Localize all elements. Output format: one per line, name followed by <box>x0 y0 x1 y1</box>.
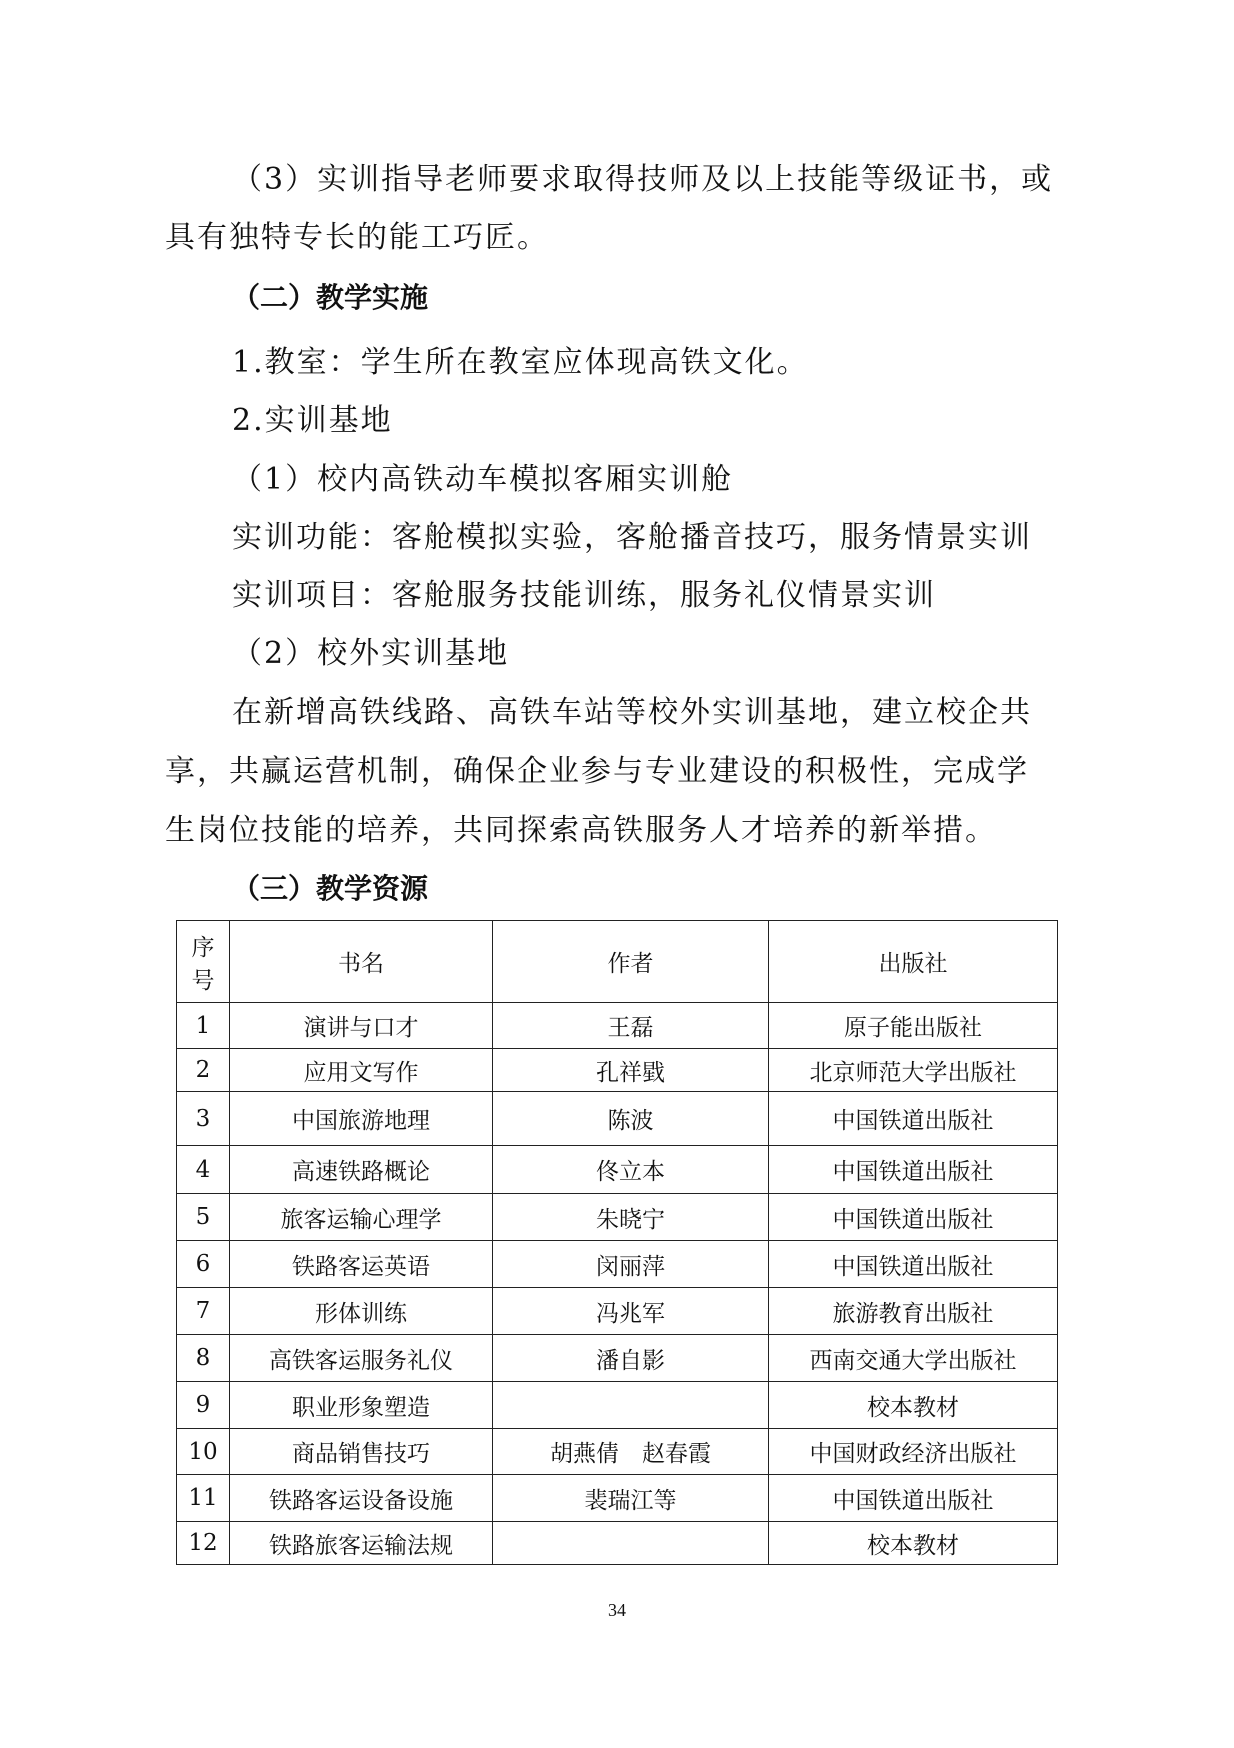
cell-title: 高速铁路概论 <box>230 1146 493 1194</box>
item-classroom: 1.教室：学生所在教室应体现高铁文化。 <box>232 345 809 380</box>
header-author: 作者 <box>493 921 769 1003</box>
paragraph-external-base-line3: 生岗位技能的培养，共同探索高铁服务人才培养的新举措。 <box>165 813 997 848</box>
cell-publisher: 中国铁道出版社 <box>769 1092 1058 1146</box>
cell-number: 9 <box>177 1382 230 1429</box>
training-project: 实训项目：客舱服务技能训练，服务礼仪情景实训 <box>232 578 936 613</box>
cell-author <box>493 1522 769 1565</box>
cell-author: 王磊 <box>493 1003 769 1049</box>
paragraph-external-base-line1: 在新增高铁线路、高铁车站等校外实训基地，建立校企共 <box>232 695 1032 730</box>
resources-table <box>176 920 1058 1565</box>
section-heading-teaching-implementation: （二）教学实施 <box>232 281 429 314</box>
cell-title: 铁路旅客运输法规 <box>230 1522 493 1565</box>
table-row <box>177 1382 1058 1429</box>
paragraph-external-base-line2: 享，共赢运营机制，确保企业参与专业建设的积极性，完成学 <box>165 754 1029 789</box>
cell-publisher: 旅游教育出版社 <box>769 1288 1058 1335</box>
header-publisher: 出版社 <box>769 921 1058 1003</box>
paragraph-teacher-requirement-line2: 具有独特专长的能工巧匠。 <box>165 220 549 255</box>
cell-number: 4 <box>177 1146 230 1194</box>
item-training-base: 2.实训基地 <box>232 403 393 438</box>
cell-number: 11 <box>177 1475 230 1522</box>
cell-publisher: 中国铁道出版社 <box>769 1475 1058 1522</box>
training-function: 实训功能：客舱模拟实验，客舱播音技巧，服务情景实训 <box>232 520 1032 555</box>
cell-title: 中国旅游地理 <box>230 1092 493 1146</box>
header-number-char2: 号 <box>191 967 215 994</box>
cell-publisher: 北京师范大学出版社 <box>769 1049 1058 1092</box>
cell-author: 闵丽萍 <box>493 1241 769 1288</box>
cell-number: 8 <box>177 1335 230 1382</box>
cell-author: 佟立本 <box>493 1146 769 1194</box>
cell-number: 6 <box>177 1241 230 1288</box>
cell-number: 3 <box>177 1092 230 1146</box>
sub-item-internal-base: （1）校内高铁动车模拟客厢实训舱 <box>232 462 734 497</box>
cell-title: 职业形象塑造 <box>230 1382 493 1429</box>
table-row <box>177 1003 1058 1049</box>
header-title: 书名 <box>230 921 493 1003</box>
cell-publisher: 校本教材 <box>769 1382 1058 1429</box>
cell-publisher: 西南交通大学出版社 <box>769 1335 1058 1382</box>
table-row <box>177 1092 1058 1146</box>
table-row <box>177 1522 1058 1565</box>
cell-author: 冯兆军 <box>493 1288 769 1335</box>
header-number-char1: 序 <box>191 934 215 961</box>
cell-number: 1 <box>177 1003 230 1049</box>
cell-number: 12 <box>177 1522 230 1565</box>
cell-title: 应用文写作 <box>230 1049 493 1092</box>
table-row <box>177 1288 1058 1335</box>
table-row <box>177 1049 1058 1092</box>
cell-author: 潘自影 <box>493 1335 769 1382</box>
cell-number: 10 <box>177 1429 230 1475</box>
paragraph-teacher-requirement-line1: （3）实训指导老师要求取得技师及以上技能等级证书，或 <box>232 162 1054 197</box>
cell-title: 演讲与口才 <box>230 1003 493 1049</box>
cell-publisher: 中国铁道出版社 <box>769 1194 1058 1241</box>
header-number <box>177 921 230 1003</box>
sub-item-external-base: （2）校外实训基地 <box>232 636 510 671</box>
table-row <box>177 1194 1058 1241</box>
table-row <box>177 1475 1058 1522</box>
cell-number: 2 <box>177 1049 230 1092</box>
cell-title: 铁路客运设备设施 <box>230 1475 493 1522</box>
cell-number: 7 <box>177 1288 230 1335</box>
cell-author: 朱晓宁 <box>493 1194 769 1241</box>
table-header-row <box>177 921 1058 1003</box>
page-number: 34 <box>608 1600 626 1620</box>
cell-publisher: 中国铁道出版社 <box>769 1146 1058 1194</box>
table-row <box>177 1335 1058 1382</box>
cell-title: 高铁客运服务礼仪 <box>230 1335 493 1382</box>
table-row <box>177 1429 1058 1475</box>
cell-author: 陈波 <box>493 1092 769 1146</box>
cell-publisher: 原子能出版社 <box>769 1003 1058 1049</box>
cell-title: 商品销售技巧 <box>230 1429 493 1475</box>
cell-author: 裴瑞江等 <box>493 1475 769 1522</box>
table-row <box>177 1146 1058 1194</box>
cell-number: 5 <box>177 1194 230 1241</box>
cell-title: 形体训练 <box>230 1288 493 1335</box>
cell-title: 铁路客运英语 <box>230 1241 493 1288</box>
cell-author <box>493 1382 769 1429</box>
cell-author: 胡燕倩 赵春霞 <box>493 1429 769 1475</box>
cell-author: 孔祥戥 <box>493 1049 769 1092</box>
section-heading-teaching-resources: （三）教学资源 <box>232 872 429 905</box>
table-row <box>177 1241 1058 1288</box>
cell-publisher: 中国财政经济出版社 <box>769 1429 1058 1475</box>
cell-title: 旅客运输心理学 <box>230 1194 493 1241</box>
cell-publisher: 校本教材 <box>769 1522 1058 1565</box>
cell-publisher: 中国铁道出版社 <box>769 1241 1058 1288</box>
